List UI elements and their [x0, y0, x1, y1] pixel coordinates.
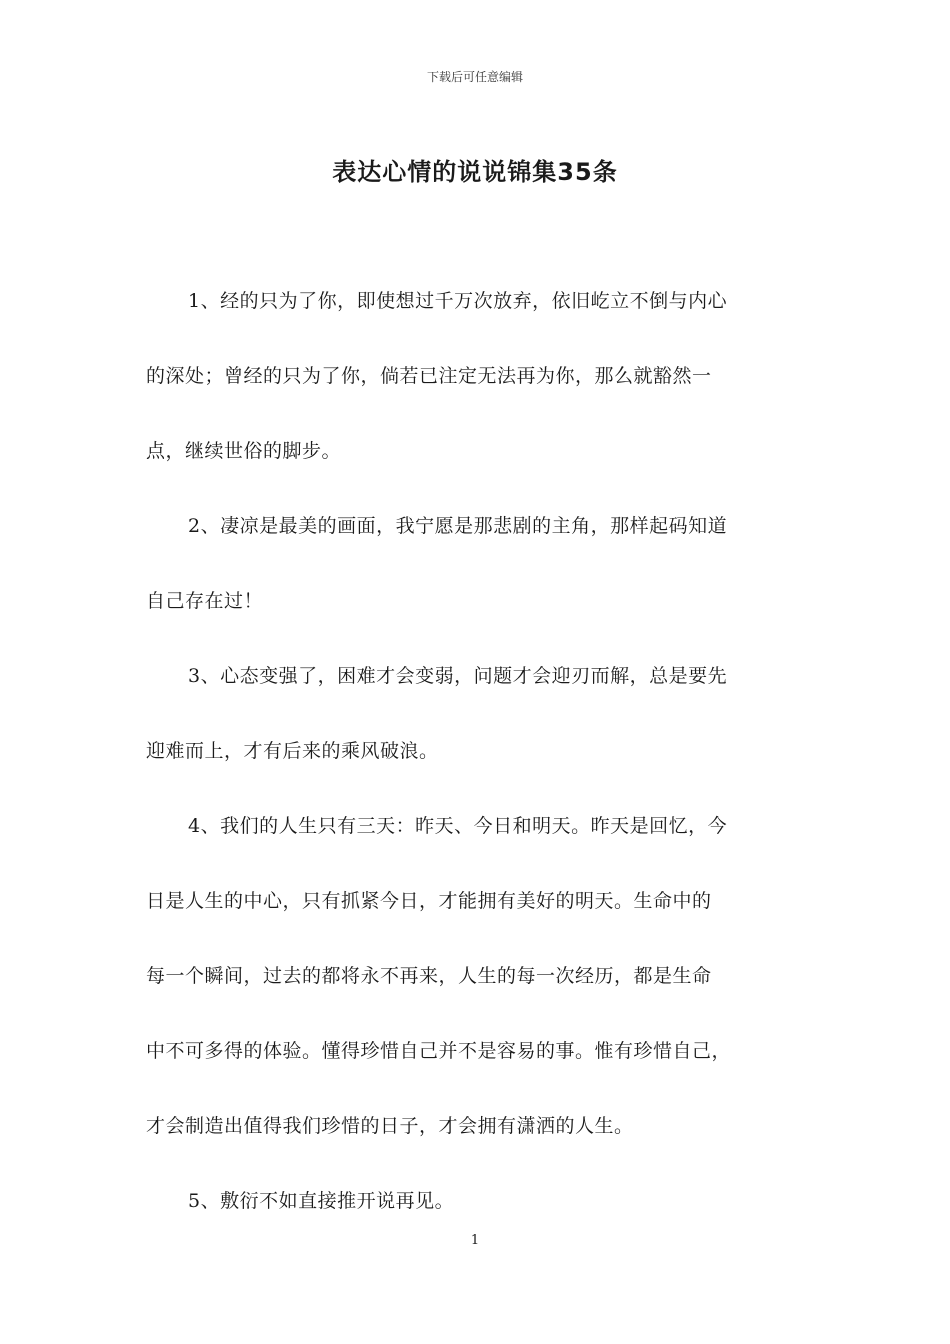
- text-line: 自己存在过！: [146, 590, 264, 612]
- text-line: 5、敷衍不如直接推开说再见。: [188, 1190, 455, 1212]
- paragraph-2: [146, 507, 810, 657]
- text-line: 日是人生的中心，只有抓紧今日，才能拥有美好的明天。生命中的: [146, 890, 712, 912]
- text-line: 1、经的只为了你，即使想过千万次放弃，依旧屹立不倒与内心: [188, 290, 728, 312]
- text-line: 4、我们的人生只有三天：昨天、今日和明天。昨天是回忆，今: [188, 815, 728, 837]
- paragraph-4: [146, 807, 810, 1182]
- paragraph-1: [146, 282, 810, 507]
- header-note: 下载后可任意编辑: [426, 70, 523, 84]
- text-line: 点，继续世俗的脚步。: [146, 440, 342, 462]
- text-line: 的深处；曾经的只为了你，倘若已注定无法再为你，那么就豁然一: [146, 365, 712, 387]
- paragraph-3: [146, 657, 810, 807]
- document-body: [146, 282, 810, 1257]
- text-line: 3、心态变强了，困难才会变弱，问题才会迎刃而解，总是要先: [188, 665, 728, 687]
- text-line: 每一个瞬间，过去的都将永不再来，人生的每一次经历，都是生命: [146, 965, 712, 987]
- document-title: 表达心情的说说锦集35条: [332, 158, 618, 186]
- text-line: 中不可多得的体验。懂得珍惜自己并不是容易的事。惟有珍惜自己，: [146, 1040, 732, 1062]
- text-line: 迎难而上，才有后来的乘风破浪。: [146, 740, 439, 762]
- text-line: 才会制造出值得我们珍惜的日子，才会拥有潇洒的人生。: [146, 1115, 634, 1137]
- text-line: 2、凄凉是最美的画面，我宁愿是那悲剧的主角，那样起码知道: [188, 515, 728, 537]
- page-number: 1: [470, 1233, 480, 1248]
